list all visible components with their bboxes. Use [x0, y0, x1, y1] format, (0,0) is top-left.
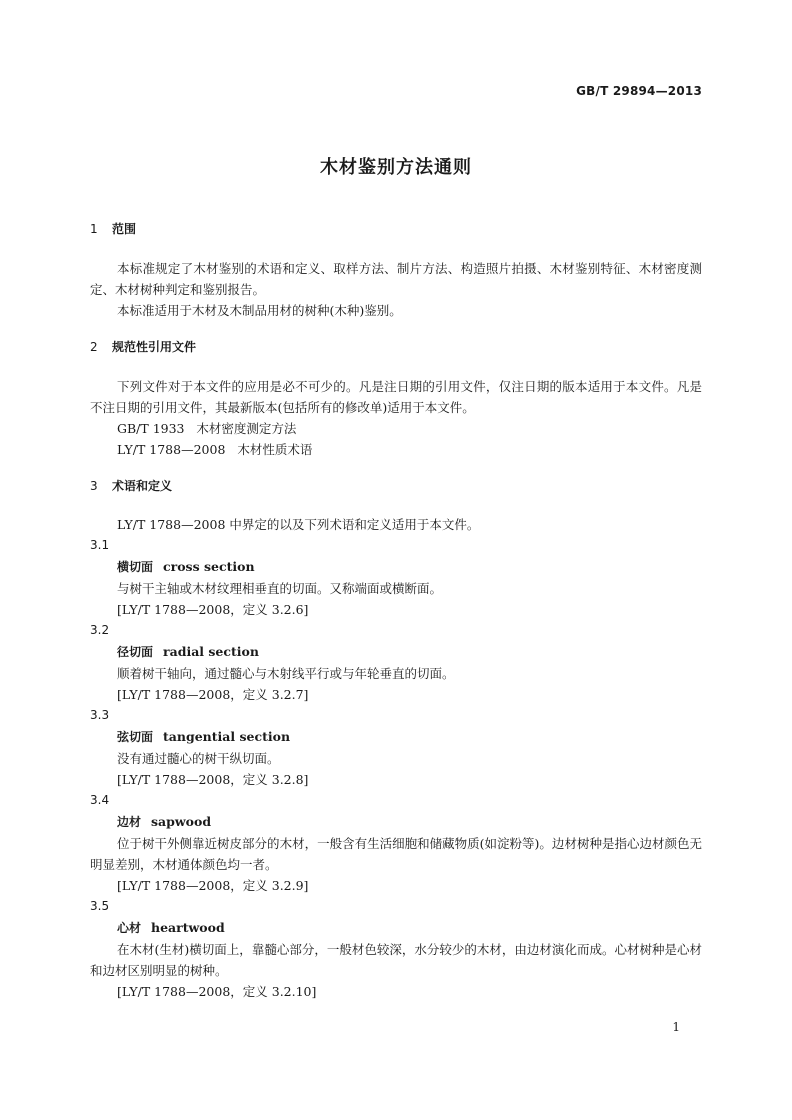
term-heading	[90, 726, 702, 748]
section-number: 2	[90, 340, 98, 354]
term-number: 3.5	[90, 899, 110, 913]
page-number: 1	[672, 1020, 680, 1034]
section-number: 1	[90, 222, 98, 236]
term-source: [LY/T 1788—2008，定义 3.2.10]	[117, 984, 317, 999]
term-en: heartwood	[151, 920, 225, 935]
term-zh: 径切面	[117, 645, 154, 659]
reference-item: GB/T 1933 木材密度测定方法	[117, 421, 297, 436]
term-heading	[90, 811, 702, 833]
paragraph: LY/T 1788—2008 中界定的以及下列术语和定义适用于本文件。	[117, 517, 480, 532]
document-body	[90, 220, 702, 1002]
section-title: 规范性引用文件	[112, 340, 197, 354]
reference-item: LY/T 1788—2008 木材性质术语	[117, 442, 313, 457]
paragraph: 本标准规定了木材鉴别的术语和定义、取样方法、制片方法、构造照片拍摄、木材鉴别特征、木材密度测定、木材树种判定和鉴别报告。	[90, 261, 702, 297]
paragraph: 本标准适用于木材及木制品用材的树种(木种)鉴别。	[117, 303, 402, 318]
term-definition: 与树干主轴或木材纹理相垂直的切面。又称端面或横断面。	[117, 581, 443, 596]
section-number: 3	[90, 479, 98, 493]
term-en: cross section	[163, 559, 255, 574]
term-source: [LY/T 1788—2008，定义 3.2.7]	[117, 687, 309, 702]
term-heading	[90, 917, 702, 939]
document-title: 木材鉴别方法通则	[320, 157, 472, 178]
term-source: [LY/T 1788—2008，定义 3.2.6]	[117, 602, 309, 617]
term-heading	[90, 641, 702, 663]
term-definition: 没有通过髓心的树干纵切面。	[117, 751, 280, 766]
term-en: radial section	[163, 644, 259, 659]
term-en: tangential section	[163, 729, 291, 744]
term-zh: 边材	[117, 815, 142, 829]
term-definition: 顺着树干轴向，通过髓心与木射线平行或与年轮垂直的切面。	[117, 666, 455, 681]
term-en: sapwood	[151, 814, 212, 829]
section-title: 术语和定义	[112, 479, 173, 493]
paragraph: 下列文件对于本文件的应用是必不可少的。凡是注日期的引用文件，仅注日期的版本适用于本文件。凡是不注日期的引用文件，其最新版本(包括所有的修改单)适用于本文件。	[90, 379, 702, 415]
section-heading-scope	[90, 220, 702, 238]
term-zh: 心材	[117, 921, 142, 935]
term-definition: 在木材(生材)横切面上，靠髓心部分，一般材色较深，水分较少的木材，由边材演化而成。心材树种是心材和边材区别明显的树种。	[90, 942, 702, 978]
term-number: 3.2	[90, 623, 110, 637]
section-heading-normative-references	[90, 338, 702, 356]
term-number: 3.1	[90, 538, 110, 552]
term-source: [LY/T 1788—2008，定义 3.2.8]	[117, 772, 309, 787]
term-number: 3.4	[90, 793, 110, 807]
section-title: 范围	[112, 222, 137, 236]
term-zh: 弦切面	[117, 730, 154, 744]
term-source: [LY/T 1788—2008，定义 3.2.9]	[117, 878, 309, 893]
term-heading	[90, 556, 702, 578]
term-zh: 横切面	[117, 560, 154, 574]
document-code: GB/T 29894—2013	[576, 84, 702, 98]
term-definition: 位于树干外侧靠近树皮部分的木材，一般含有生活细胞和储藏物质(如淀粉等)。边材树种是指心边材颜色无明显差别，木材通体颜色均一者。	[90, 836, 702, 872]
section-heading-terms	[90, 477, 702, 495]
term-number: 3.3	[90, 708, 110, 722]
